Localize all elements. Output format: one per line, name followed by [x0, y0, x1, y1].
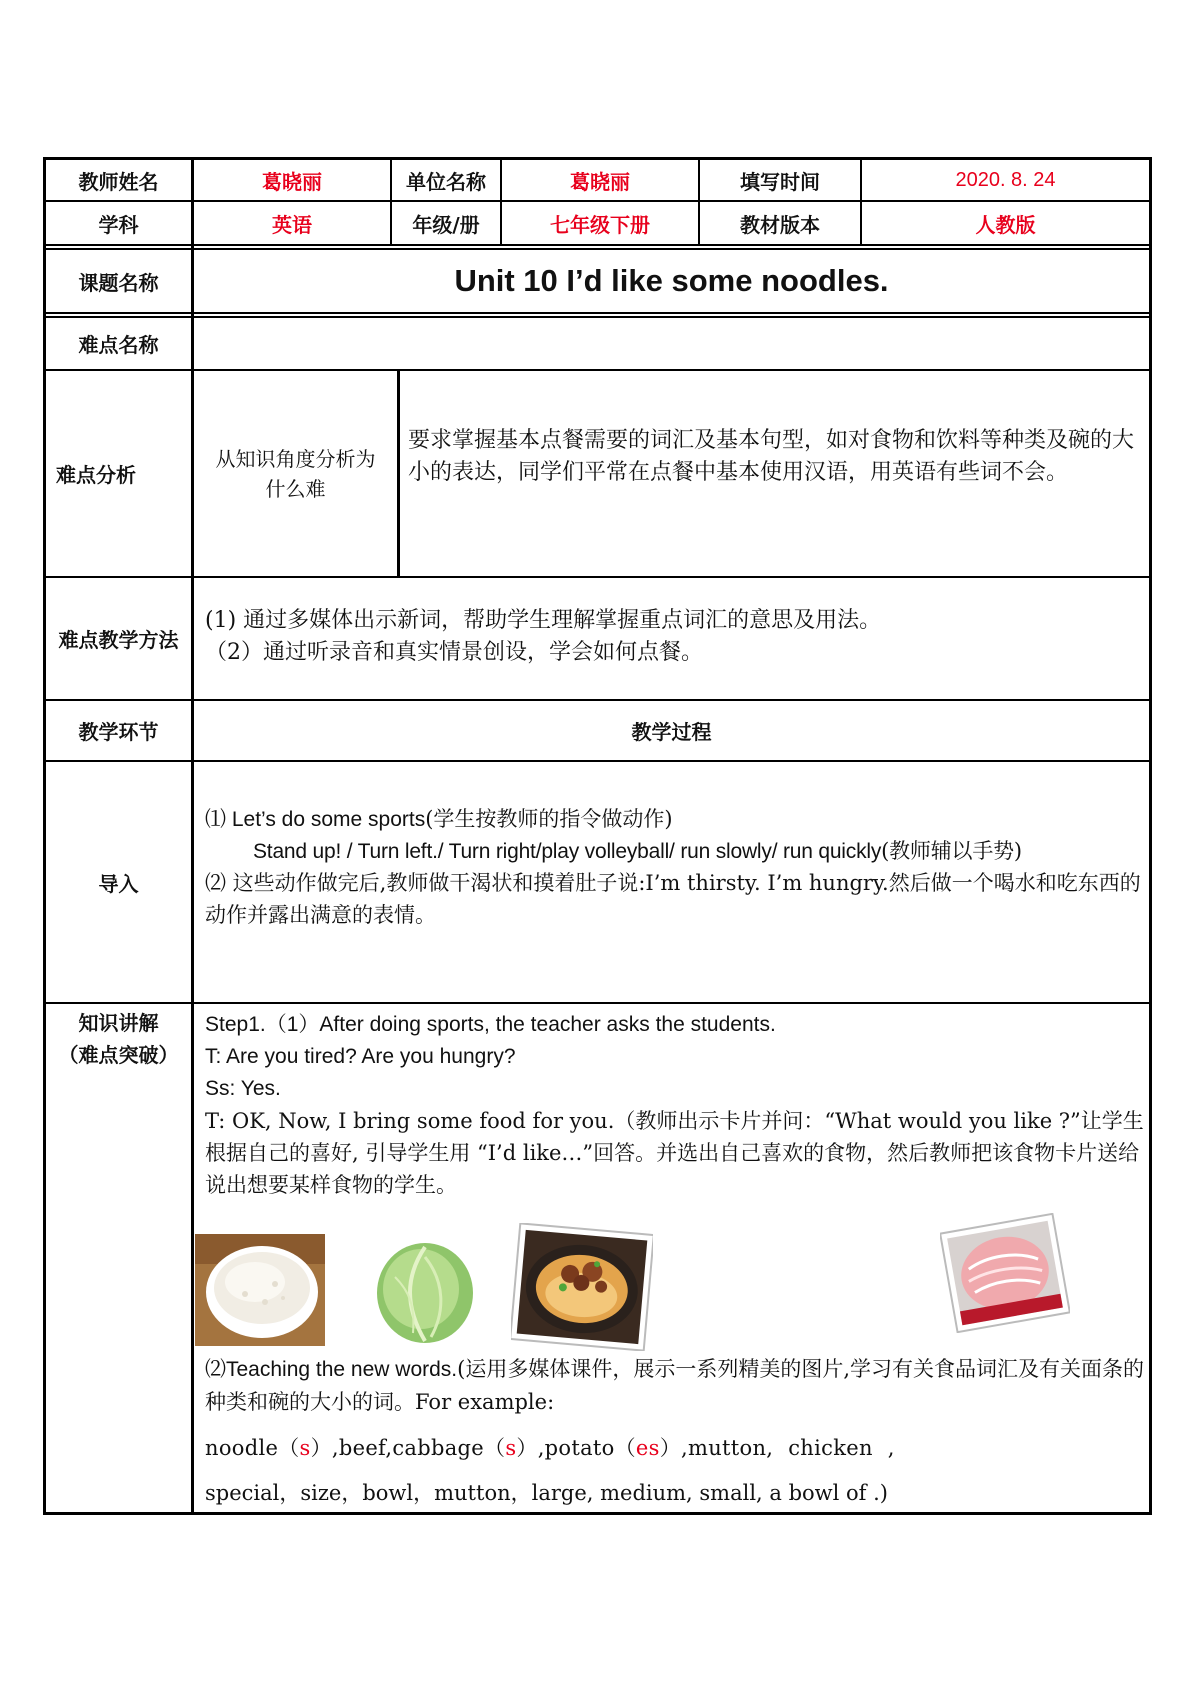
- fill-date-label: 填写时间: [740, 169, 820, 194]
- intro-label: 导入: [98, 871, 139, 896]
- subject-value: 英语: [272, 212, 312, 237]
- analysis-text: 要求掌握基本点餐需要的词汇及基本句型，如对食物和饮料等种类及碗的大小的表达，同学们平常在点餐中基本使用汉语，用英语有些词不会。: [408, 428, 1135, 485]
- intro-line-1-en: ⑴ Let’s do some sports: [205, 808, 426, 831]
- teacher-question-line: T: Are you tired? Are you hungry?: [205, 1045, 516, 1068]
- beef-noodles-photo: [511, 1223, 653, 1351]
- method-label: 难点教学方法: [58, 628, 179, 652]
- students-answer-line: Ss: Yes.: [205, 1077, 281, 1100]
- intro-line-1-cn: (学生按教师的指令做动作): [425, 807, 673, 831]
- knowledge-sublabel: （难点突破）: [58, 1042, 179, 1067]
- rice-bowl-photo: [195, 1234, 325, 1346]
- plural-suffix-s-2: s: [505, 1436, 517, 1460]
- teaching-new-words-en: ⑵Teaching the new words.: [205, 1358, 458, 1381]
- edition-label: 教材版本: [740, 212, 820, 237]
- teacher-name-label: 教师姓名: [78, 169, 159, 194]
- teaching-process-label: 教学过程: [631, 720, 712, 744]
- teaching-stage-label: 教学环节: [78, 720, 159, 744]
- knowledge-label: 知识讲解: [78, 1010, 159, 1035]
- word-beef-cabbage: ）,beef,cabbage（: [310, 1436, 506, 1460]
- intro-line-2-en: Stand up! / Turn left./ Turn right/play volleyball/ run slowly/ run quickly: [253, 840, 882, 863]
- intro-line-1: [205, 803, 1145, 836]
- edition-value: 人教版: [975, 212, 1036, 237]
- grade-label: 年级/册: [412, 212, 480, 237]
- difficulty-name-value: [194, 318, 1149, 369]
- intro-line-2: [253, 835, 1153, 868]
- grade-value: 七年级下册: [550, 212, 650, 237]
- vocabulary-line-2: special，size，bowl，mutton，large, medium, small, a bowl of .): [205, 1481, 888, 1505]
- teaching-new-words-cn: (运用多媒体课件，展示一系列精美的图片,学习有关食品词汇及有关面条的种类和碗的大小的词。For example:: [205, 1357, 1145, 1414]
- plural-suffix-es: es: [635, 1436, 660, 1460]
- subject-label: 学科: [98, 212, 139, 237]
- topic-title: Unit 10 I’d like some noodles.: [454, 263, 889, 298]
- teacher-cards-paragraph: T: OK, Now, I bring some food for you.（教师出示卡片并问：“What would you like ?”让学生根据自己的喜好, 引导学生用 “I’d like…”回答。并选出自己喜欢的食物，然后教师把该食物卡片送给说出想要某样食物的学生。: [205, 1109, 1144, 1197]
- word-mutton-chicken: ）,mutton, chicken ,: [659, 1436, 895, 1460]
- fill-date-value: 2020. 8. 24: [955, 168, 1056, 191]
- cabbage-photo: [375, 1237, 475, 1345]
- analysis-sublabel: 从知识角度分析为什么难: [215, 446, 376, 501]
- intro-line-2-cn: (教师辅以手势): [881, 839, 1022, 863]
- method-line-1: (1) 通过多媒体出示新词，帮助学生理解掌握重点词汇的意思及用法。: [205, 608, 882, 633]
- difficulty-name-label: 难点名称: [78, 333, 159, 357]
- word-potato: ）,potato（: [516, 1436, 636, 1460]
- sliced-mutton-photo: [940, 1213, 1070, 1333]
- plural-suffix-s-1: s: [299, 1436, 311, 1460]
- method-line-2: （2）通过听录音和真实情景创设，学会如何点餐。: [205, 640, 703, 665]
- word-noodle: noodle（: [205, 1436, 300, 1460]
- topic-label: 课题名称: [78, 270, 159, 295]
- lesson-plan-table: [43, 157, 1152, 1515]
- unit-name-label: 单位名称: [406, 169, 486, 194]
- teaching-new-words-line: [205, 1353, 1145, 1418]
- intro-line-3: ⑵ 这些动作做完后,教师做干渴状和摸着肚子说:I’m thirsty. I’m hungry.然后做一个喝水和吃东西的动作并露出满意的表情。: [205, 871, 1141, 927]
- vocabulary-line-1: [205, 1432, 1145, 1464]
- step1-line: Step1.（1）After doing sports, the teacher asks the students.: [205, 1013, 776, 1036]
- unit-name-value: 葛晓丽: [570, 169, 630, 194]
- analysis-label: 难点分析: [56, 463, 136, 487]
- teacher-name-value: 葛晓丽: [262, 169, 322, 194]
